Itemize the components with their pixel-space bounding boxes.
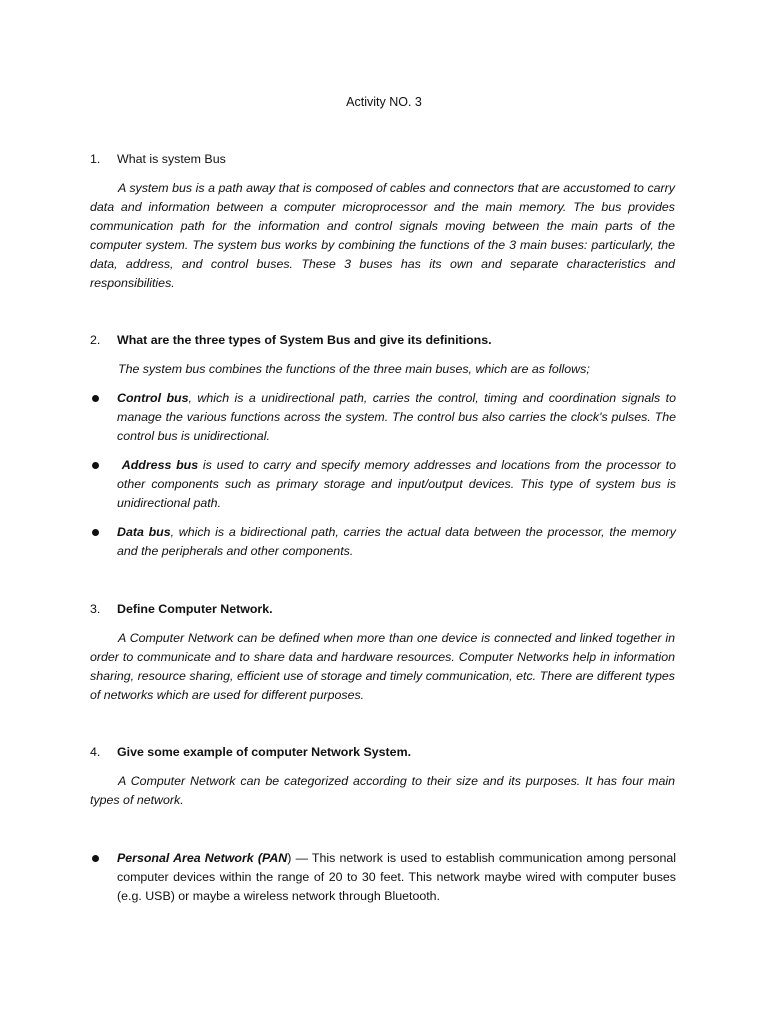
definition-control-bus: , which is a unidirectional path, carries the control, timing and coordination signals to manage the various functions across the system. The control bus also carries the clock's pulses. The control bus is unidirectional. bbox=[117, 391, 676, 443]
question-1-answer: A system bus is a path away that is composed of cables and connectors that are accustomed to carry data and information between a computer microprocessor and the main memory. The bus provides communication path for the information and control signals moving between the main parts of the computer system. The system bus works by combining the functions of the 3 main buses: particularly, the data, address, and control buses. These 3 buses has its own and separate characteristics and responsibilities. bbox=[90, 181, 675, 290]
term-data-bus: Data bus bbox=[117, 525, 171, 539]
term-address-bus: Address bus bbox=[121, 458, 199, 472]
list-item-data-bus bbox=[90, 523, 676, 561]
question-2-intro: The system bus combines the functions of the three main buses, which are as follows; bbox=[118, 362, 590, 376]
list-item-pan bbox=[90, 849, 676, 906]
term-control-bus: Control bus bbox=[117, 391, 189, 405]
definition-data-bus: , which is a bidirectional path, carries the actual data between the processor, the memory and the peripherals and other components. bbox=[117, 525, 677, 558]
question-3-heading bbox=[90, 600, 680, 619]
question-1-text: What is system Bus bbox=[117, 152, 226, 166]
list-item-control-bus bbox=[90, 389, 676, 446]
question-4-answer: A Computer Network can be categorized according to their size and its purposes. It has four main types of network. bbox=[90, 774, 675, 807]
question-2-text: What are the three types of System Bus and give its definitions. bbox=[117, 333, 492, 347]
question-3-answer: A Computer Network can be defined when more than one device is connected and linked together in order to communicate and to share data and hardware resources. Computer Networks help in information sharing, resource sharing, efficient use of storage and timely communication, etc. There are different types of networks which are used for different purposes. bbox=[90, 631, 675, 702]
list-item-address-bus bbox=[90, 456, 676, 513]
term-pan: Personal Area Network (PAN bbox=[117, 851, 288, 865]
page-title: Activity NO. 3 bbox=[346, 95, 422, 109]
definition-address-bus: is used to carry and specify memory addresses and locations from the processor to other components such as primary storage and input/output devices. This type of system bus is unidirectional path. bbox=[117, 458, 676, 510]
question-4-heading bbox=[90, 743, 680, 762]
question-3-number: 3. bbox=[90, 602, 101, 616]
bullet-dot-icon bbox=[92, 855, 99, 862]
question-1-heading bbox=[90, 150, 680, 169]
bullet-dot-icon bbox=[92, 529, 99, 536]
bullet-dot-icon bbox=[92, 462, 99, 469]
question-3-text: Define Computer Network. bbox=[117, 602, 273, 616]
question-4-text: Give some example of computer Network System. bbox=[117, 745, 412, 759]
definition-pan: ) — This network is used to establish communication among personal computer devices within the range of 20 to 30 feet. This network maybe wired with computer buses (e.g. USB) or maybe a wireless network through Bluetooth. bbox=[117, 851, 676, 903]
question-2-number: 2. bbox=[90, 333, 101, 347]
question-4-number: 4. bbox=[90, 745, 101, 759]
question-1-number: 1. bbox=[90, 152, 101, 166]
question-2-heading bbox=[90, 331, 680, 350]
bullet-dot-icon bbox=[92, 395, 99, 402]
